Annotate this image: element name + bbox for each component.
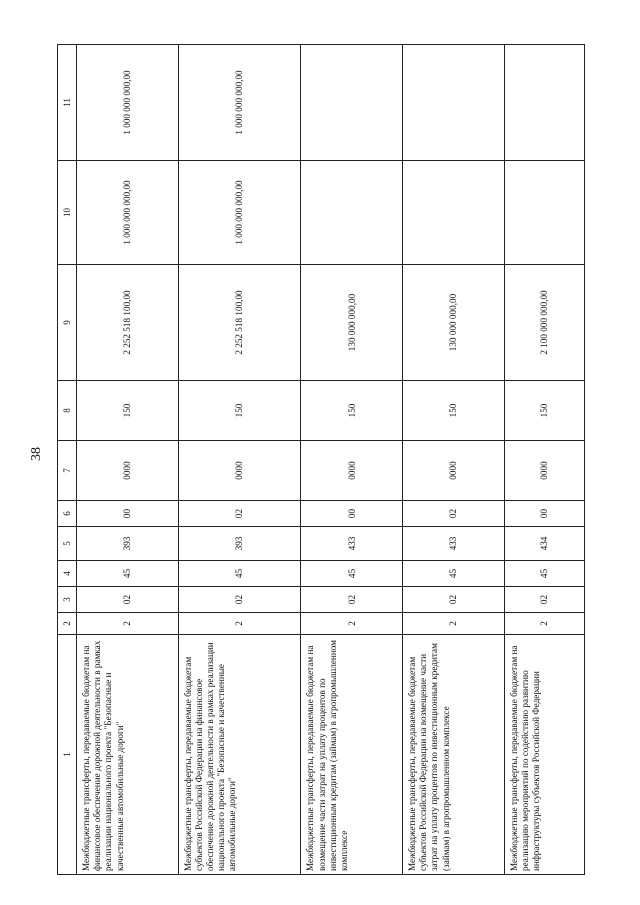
- cell: 45: [402, 561, 504, 587]
- row-name-cell: Межбюджетные трансферты, передаваемые бюджетам на финансовое обеспечение дорожной деятельности в рамках реализации национального проекта "Безопасные и качественные автомобильные дороги": [77, 635, 179, 875]
- amount-cell: [301, 45, 403, 161]
- amount-cell: 130 000 000,00: [301, 265, 403, 381]
- row-name-cell: Межбюджетные трансферты, передаваемые бюджетам субъектов Российской Федерации на финансовое обеспечение дорожной деятельности в рамках реализации национального проекта "Безопасные и качественные автомобильные дороги": [178, 635, 301, 875]
- cell: 45: [301, 561, 403, 587]
- column-header: 3: [58, 587, 77, 613]
- cell: 434: [504, 527, 584, 561]
- cell: 150: [178, 381, 301, 441]
- cell: 00: [301, 501, 403, 527]
- amount-cell: 130 000 000,00: [402, 265, 504, 381]
- table-row: [301, 45, 403, 875]
- cell: 02: [402, 587, 504, 613]
- cell: 433: [402, 527, 504, 561]
- cell: 2: [77, 613, 179, 635]
- amount-cell: 1 000 000 000,00: [77, 45, 179, 161]
- cell: 02: [402, 501, 504, 527]
- column-header: 9: [58, 265, 77, 381]
- row-name-cell: Межбюджетные трансферты, передаваемые бюджетам на возмещение части затрат на уплату процентов по инвестиционным кредитам (займам) в агропромышленном комплексе: [301, 635, 403, 875]
- cell: 2: [301, 613, 403, 635]
- amount-cell: 1 000 000 000,00: [77, 161, 179, 265]
- column-header: 6: [58, 501, 77, 527]
- amount-cell: 1 000 000 000,00: [178, 161, 301, 265]
- cell: 45: [178, 561, 301, 587]
- column-header: 11: [58, 45, 77, 161]
- cell: 0000: [301, 441, 403, 501]
- column-header: 4: [58, 561, 77, 587]
- cell: 393: [178, 527, 301, 561]
- cell: 02: [178, 501, 301, 527]
- budget-table: [57, 44, 585, 875]
- cell: 0000: [178, 441, 301, 501]
- page-number: 38: [29, 447, 44, 461]
- table-row: [77, 45, 179, 875]
- cell: 150: [301, 381, 403, 441]
- amount-cell: [301, 161, 403, 265]
- column-header: 2: [58, 613, 77, 635]
- amount-cell: [402, 45, 504, 161]
- cell: 150: [402, 381, 504, 441]
- amount-cell: 2 252 518 100,00: [77, 265, 179, 381]
- amount-cell: [504, 45, 584, 161]
- column-header: 1: [58, 635, 77, 875]
- cell: 45: [504, 561, 584, 587]
- table-rotated-container: [57, 45, 585, 875]
- table-header-row: [58, 45, 77, 875]
- cell: 0000: [504, 441, 584, 501]
- column-header: 10: [58, 161, 77, 265]
- cell: 00: [77, 501, 179, 527]
- cell: 0000: [77, 441, 179, 501]
- cell: 02: [178, 587, 301, 613]
- row-name-cell: Межбюджетные трансферты, передаваемые бюджетам субъектов Российской Федерации на возмещение части затрат на уплату процентов по инвестиционным кредитам (займам) в агропромышленном комплексе: [402, 635, 504, 875]
- cell: 393: [77, 527, 179, 561]
- table-row: [504, 45, 584, 875]
- cell: 2: [504, 613, 584, 635]
- row-name-cell: Межбюджетные трансферты, передаваемые бюджетам на реализацию мероприятий по содействию развитию инфраструктуры субъектов Российской Федерации: [504, 635, 584, 875]
- amount-cell: 2 100 000 000,00: [504, 265, 584, 381]
- cell: 02: [504, 587, 584, 613]
- table-row: [402, 45, 504, 875]
- cell: 00: [504, 501, 584, 527]
- cell: 150: [504, 381, 584, 441]
- cell: 150: [77, 381, 179, 441]
- cell: 02: [301, 587, 403, 613]
- column-header: 7: [58, 441, 77, 501]
- cell: 45: [77, 561, 179, 587]
- table-row: [178, 45, 301, 875]
- cell: 0000: [402, 441, 504, 501]
- cell: 2: [402, 613, 504, 635]
- cell: 2: [178, 613, 301, 635]
- amount-cell: [504, 161, 584, 265]
- column-header: 5: [58, 527, 77, 561]
- amount-cell: 2 252 518 100,00: [178, 265, 301, 381]
- amount-cell: [402, 161, 504, 265]
- cell: 433: [301, 527, 403, 561]
- amount-cell: 1 000 000 000,00: [178, 45, 301, 161]
- column-header: 8: [58, 381, 77, 441]
- cell: 02: [77, 587, 179, 613]
